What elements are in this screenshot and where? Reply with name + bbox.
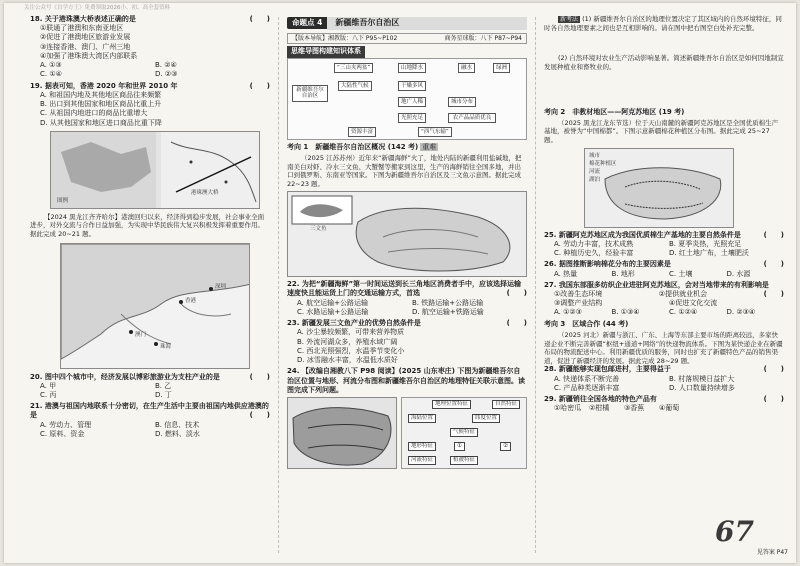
map-bridge-svg [51,132,260,209]
q21-choice-b: B. 信息、技术 [155,420,200,429]
q18-choice-d: D. ②③ [155,70,178,79]
kp1-title: 考向 1 新疆维吾尔自治区概况 (142 考) 重难 [287,142,437,151]
map-xinjiang-svg [288,192,527,277]
q18-choice-a: A. ①③ [40,61,62,70]
flow-box-2: 海陆位置 [408,414,436,423]
mm-box-root: 新疆维吾尔自治区 [292,85,328,102]
question-27-title: 27. 我国东部服多纺织企业进驻阿克苏地区，会对当地带来的有利影响是 ( ) [544,280,784,299]
flow-box-6: ① [454,442,465,451]
q29-opt-4: ④葡萄 [659,404,680,413]
q23-opt-c: C. 西北光照强烈，水温季节变化小 [297,346,405,355]
q18-opt-3: ③连接香港、澳门、广州三地 [40,42,131,51]
question-21 [30,402,270,439]
q28-choice-b: B. 村落规模日益扩大 [669,374,735,383]
q20-choice-b: B. 乙 [155,381,172,390]
map-label-macao: 澳门 [135,331,147,338]
textbook-nav-b: 商务星球版：八下 P87~P94 [444,34,522,42]
q19-opt-d: D. 从其他国家和地区进口商品比重下降 [40,118,162,127]
q28-choice-a: A. 快递体系不断完善 [554,374,620,383]
map-terrain-svg [288,398,397,469]
q22-choice-a: A. 航空运输+公路运输 [297,298,368,307]
kp2-title: 考向 2 非教材地区——阿克苏地区 (19 考) [544,107,685,116]
q27-choice-a: A. ①②③ [554,308,582,317]
q18-opt-4: ④加强了港珠澳大湾区内部联系 [40,51,138,60]
flow-box-9: 河流特征 [408,456,436,465]
flow-box-5: 地形特征 [408,442,436,451]
mm-box-6: 大陆性气候 [338,81,372,92]
q21-choice-c: C. 原料、资金 [40,429,85,438]
mindmap [287,58,527,140]
mm-box-3: 融水 [458,63,475,74]
q23-opt-b: B. 外流河湖众多，养殖水域广阔 [297,337,398,346]
question-19 [30,82,270,128]
para-28-29: （2025 河北）新疆与浙江、广东、上海等东部主要市场的距离较远，多家快递企业不断完善新疆“枢纽+通道+网络”的快递物流体系。下图为某快递企业在新疆布局的物流配送中心。利用新疆优质的服务，同时也扩充了新疆特色产品的销售渠道，促进了新疆经济的发展。据此完成 28~29 题。 [544,330,783,365]
q18-choice-b: B. ②④ [155,61,177,70]
aksu-legend-cotton: 棉花种植区 [589,160,617,167]
question-22 [287,280,527,317]
new-method-tag: 新考法 [560,16,579,23]
section-tag: 命题点 4 [287,17,327,29]
top-note: 关注公众号《自学方王》免费领取2026小、初、高全套资料 [24,5,170,11]
q18-opt-1: ①联通了港澳和东南亚地区 [40,24,124,33]
q28-choice-d: D. 人口数量持续增多 [669,383,735,392]
q19-opt-c: C. 从祖国内地进口的商品比重增大 [40,109,148,118]
mm-box-11: 农产品品质优良 [448,113,496,124]
aksu-legend-city: 城市 [589,152,601,159]
map-bridge-label: 港珠澳大桥 [191,189,219,196]
question-21-title: 21. 港澳与祖国内地联系十分密切，在生产生活中主要由祖国内地供应港澳的是 ( ) [30,402,270,420]
flow-box-10: 自然特征 [492,400,520,409]
section-header [287,17,527,30]
worksheet-page [4,3,796,563]
q22-choice-d: D. 航空运输+铁路运输 [412,307,484,316]
map-aksu [584,148,734,228]
aksu-legend-river: 河流 [589,168,601,175]
question-22-title: 22. 为把“新疆海鲜”第一时间运送到长三角地区消费者手中，应该选择运输速度快且能运货上门的交通运输方式，首选 ( ) [287,280,527,298]
q22-choice-b: B. 铁路运输+公路运输 [412,298,484,307]
mm-box-8: 地广人稀 [398,97,426,108]
mm-box-13: “西气东输” [418,127,452,138]
q22-choice-c: C. 水路运输+公路运输 [297,307,369,316]
aksu-legend-lake: 湖泊 [589,176,601,183]
q24-part2: (2) 自然环境对农业生产活动影响显著。简述新疆维吾尔自治区是如何因地制宜发展种植业和畜牧业的。 [544,54,784,72]
mindmap-title: 思维导图构建知识体系 [287,46,365,57]
question-20 [30,373,270,401]
kp1-badge: 重难 [422,142,437,151]
fish-label: 三文鱼 [310,226,327,233]
mm-box-10: 光照充足 [398,113,426,124]
q18-opt-2: ②促进了港澳地区旅游业发展 [40,33,131,42]
textbook-nav-a: 【版本导航】湘教版：八下 P95~P102 [292,34,398,42]
question-24-title: 24. 【改编自湘教八下 P98 阅读】(2025 山东枣庄) 下图为新疆维吾尔自治区位置与地形、河流分布图和新疆维吾尔自治区的地理特征关联示意图。读图完成下列问题。 [287,367,525,394]
q26-choice-d: D. 水源 [726,269,751,278]
question-26-title: 26. 据图推断影响棉花分布的主要因素是 ( ) [544,260,784,269]
question-29 [544,395,784,413]
column-right [544,15,784,557]
column-divider-1 [278,17,279,553]
q27-choice-c: C. ①②④ [669,308,698,317]
q20-choice-a: A. 甲 [40,381,57,390]
q26-choice-a: A. 热量 [554,269,578,278]
question-20-title: 20. 图中四个城市中，经济发展以博彩旅游业为支柱产业的是 ( ) [30,372,270,381]
mm-box-12: 资源丰富 [348,127,376,138]
q19-opt-a: A. 和祖国内地及其他地区商品往来频繁 [40,90,162,99]
flow-box-8: 植被特征 [450,456,478,465]
map-xinjiang [287,191,527,277]
q29-opt-3: ③香蕉 [624,404,645,413]
q29-opt-1: ①哈密瓜 [554,404,582,413]
q18-choice-c: C. ①④ [40,70,62,79]
q21-choice-a: A. 劳动力、管理 [40,420,92,429]
map-pearl-river-svg [61,244,250,369]
q21-choice-d: D. 燃料、淡水 [155,429,200,438]
map-legend: 图例 [57,197,69,204]
map-label-hk: 香港 [185,297,197,304]
q20-choice-d: D. 丁 [155,391,172,400]
map-label-zhuhai: 珠海 [160,343,172,350]
column-left [30,15,270,557]
question-18-title: 18. 关于港珠澳大桥表述正确的是 ( ) [30,15,270,23]
q26-choice-c: C. 土壤 [669,269,693,278]
q25-choice-d: D. 红土地广布，土壤肥沃 [669,249,749,258]
question-23-title: 23. 新疆发展三文鱼产业的优势自然条件是 ( ) [287,319,527,328]
q27-choice-d: D. ②③④ [726,308,756,317]
question-27 [544,281,784,318]
textbook-nav [287,33,527,45]
question-26 [544,260,784,278]
column-divider-2 [535,17,536,553]
q27-choice-b: B. ①③④ [611,308,640,317]
section-title: 新疆维吾尔自治区 [327,17,527,30]
para-22-23: （2025 江苏苏州）近年来“新疆海鲜”火了，地处内陆的新疆利用盐碱地，把南美白对虾、冷水三文鱼、大蟹蟹等搬家到这里，生产的海鲜销往全国多地，并出口到俄罗斯、东南亚等国家。下图为新疆维吾尔自治区及三文鱼示意图。据此完成 22~23 题。 [287,153,522,188]
q24-part1: 新考法 (1) 新疆维吾尔自治区的地理位置决定了其区域内的自然环境特征，同时各自然地理要素之间也是互相影响的。请在图中把右图空白处补充完整。 [544,15,782,32]
answer-reference: 见答案 P47 [756,549,788,557]
map-hongkong-bridge [50,131,260,209]
q26-choice-b: B. 地形 [611,269,635,278]
flow-box-7: ② [500,442,511,451]
q27-opt-4: ④促进文化交流 [669,299,718,308]
question-19-title: 19. 据表可知，香港 2020 年和世界 2010 年 ( ) [30,81,270,90]
q25-choice-a: A. 劳动力丰富，技术成熟 [554,239,634,248]
flow-box-3: 纬度位置 [472,414,500,423]
flow-box-1: 地理位置特征 [432,400,471,409]
map-pearl-river [60,243,250,369]
q29-opt-2: ②柑橘 [589,404,610,413]
q23-opt-a: A. 沙尘暴较频繁，可带来营养物质 [297,328,405,337]
q28-choice-c: C. 产品种类逐渐丰富 [554,383,620,392]
q25-choice-c: C. 种植历史久，经验丰富 [554,249,634,258]
page-number: 67 [715,515,754,549]
q23-opt-d: D. 冰雪融水丰富，水温低水质好 [297,356,398,365]
q20-choice-c: C. 丙 [40,391,57,400]
mm-box-9: 城市分布 [448,97,476,108]
question-23 [287,319,527,365]
flow-box-4: 气候特征 [450,428,478,437]
question-18 [30,15,270,80]
question-25 [544,231,784,259]
question-25-title: 25. 新疆阿克苏地区成为我国优质棉生产基地的主要自然条件是 ( ) [544,230,784,239]
q25-choice-b: B. 夏季炎热，光照充足 [669,239,742,248]
map-label-shenzhen: 深圳 [215,283,227,290]
flow-diagram [401,397,527,469]
para-25-27: （2025 黑龙江龙东节选）位于天山南麓的新疆阿克苏地区是全国优质棉生产基地，被誉为“中国棉都”。下图示意新疆棉花种植区分布图。据此完成 25~27 题。 [544,118,779,145]
mm-box-4: 绿洲 [493,63,510,74]
question-28 [544,365,784,393]
mm-box-1: “三山夹两盆” [334,63,373,74]
question-29-title: 29. 新疆销往全国各地的特色产品有 ( ) [544,394,784,403]
column-middle [287,15,527,557]
intro-20-21: 【2024 黑龙江齐齐哈尔】港澳回归以来，经济得到稳步发展，社会事业全面进步，对外交流与合作日益加强，为实现中华民族伟大复兴积极发挥着重要作用。据此完成 20~21 题。 [30,212,265,238]
q27-opt-3: ③调整产业结构 [554,299,603,308]
question-24 [287,367,527,469]
map-xinjiang-terrain [287,397,397,469]
mm-box-7: 干燥多风 [398,81,426,92]
q19-opt-b: B. 出口到其他国家和地区商品比重上升 [40,100,162,109]
q27-opt-2: ②提供就业机会 [658,290,708,299]
mm-box-2: 山地降水 [398,63,426,74]
question-28-title: 28. 新疆能够实现包邮进村，主要得益于 ( ) [544,365,784,374]
q27-opt-1: ①改善生态环境 [554,290,603,299]
kp3-title: 考向 3 区域合作 (44 考) [544,319,629,328]
